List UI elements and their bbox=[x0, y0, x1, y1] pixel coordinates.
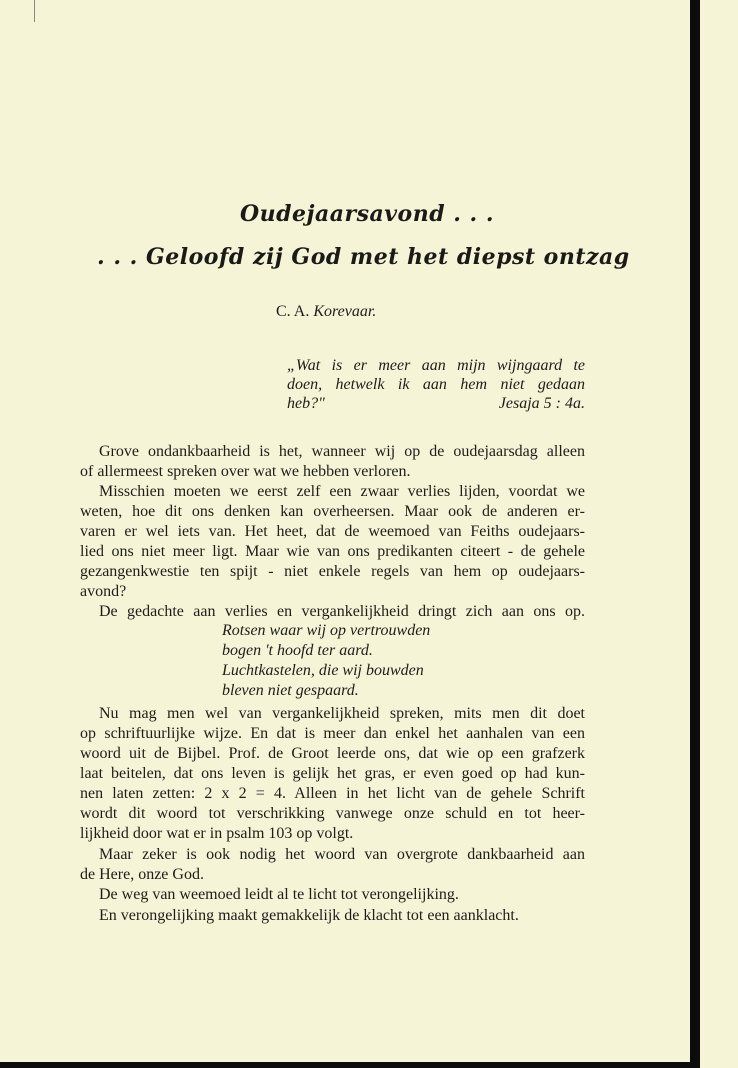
motto-line bbox=[287, 394, 585, 413]
body-line: Maar zeker is ook nodig het woord van overgrote dankbaarheid aan bbox=[99, 846, 585, 863]
body-line: Misschien moeten we eerst zelf een zwaar verlies lijden, voordat we bbox=[99, 483, 585, 500]
body-line: gezangenkwestie ten spijt - niet enkele regels van hem op oudejaars- bbox=[80, 563, 585, 580]
body-line: De weg van weemoed leidt al te licht tot verongelijking. bbox=[99, 886, 459, 903]
bible-reference: Jesaja 5 : 4a. bbox=[498, 395, 585, 412]
author-initials: C. A. bbox=[276, 303, 310, 320]
body-line: op schriftuurlijke wijze. En dat is meer dan enkel het aanhalen van een bbox=[80, 725, 585, 742]
body-line: lijkheid door wat er in psalm 103 op volgt. bbox=[80, 825, 354, 842]
motto-line: „Wat is er meer aan mijn wijngaard te bbox=[287, 357, 585, 374]
poem-line: bogen 't hoofd ter aard. bbox=[222, 642, 373, 659]
author-surname: Korevaar. bbox=[313, 303, 377, 320]
body-line: varen er wel iets van. Het heet, dat de weemoed van Feiths oudejaars- bbox=[80, 523, 585, 540]
body-line: weten, hoe dit ons denken kan overheersen. Maar ook de anderen er- bbox=[80, 503, 585, 520]
title-line-2: . . . Geloofd zij God met het diepst ontzag bbox=[97, 244, 630, 270]
poem-line: Rotsen waar wij op vertrouwden bbox=[222, 622, 431, 639]
body-line: Grove ondankbaarheid is het, wanneer wij op de oudejaarsdag alleen bbox=[99, 443, 585, 460]
body-line: nen laten zetten: 2 x 2 = 4. Alleen in het licht van de gehele Schrift bbox=[80, 785, 585, 802]
motto-end: heb?" bbox=[287, 395, 325, 412]
scan-border-right bbox=[690, 0, 700, 1068]
body-line: of allermeest spreken over wat we hebben verloren. bbox=[80, 463, 411, 480]
body-line: avond? bbox=[80, 583, 127, 600]
author-byline bbox=[276, 303, 376, 321]
body-line: woord uit de Bijbel. Prof. de Groot leerde ons, dat wie op een grafzerk bbox=[80, 745, 585, 762]
title-line-1: Oudejaarsavond . . . bbox=[240, 201, 495, 227]
body-line: En verongelijking maakt gemakkelijk de klacht tot een aanklacht. bbox=[99, 907, 519, 924]
page-edge-mark bbox=[34, 0, 35, 22]
motto-line: doen, hetwelk ik aan hem niet gedaan bbox=[287, 376, 585, 393]
body-line: wordt dit woord tot verschrikking vanwege onze schuld en tot heer- bbox=[80, 805, 585, 822]
poem-line: Luchtkastelen, die wij bouwden bbox=[222, 662, 424, 679]
body-line: Nu mag men wel van vergankelijkheid spreken, mits men dit doet bbox=[99, 705, 585, 722]
body-line: lied ons niet meer ligt. Maar wie van ons predikanten citeert - de gehele bbox=[80, 543, 585, 560]
poem-line: bleven niet gespaard. bbox=[222, 682, 359, 699]
body-line: de Here, onze God. bbox=[80, 866, 204, 883]
body-line: laat beitelen, dat ons leven is gelijk het gras, er even goed op had kun- bbox=[80, 765, 585, 782]
scan-border-bottom bbox=[0, 1062, 700, 1068]
body-line: De gedachte aan verlies en vergankelijkheid dringt zich aan ons op. bbox=[99, 603, 585, 620]
